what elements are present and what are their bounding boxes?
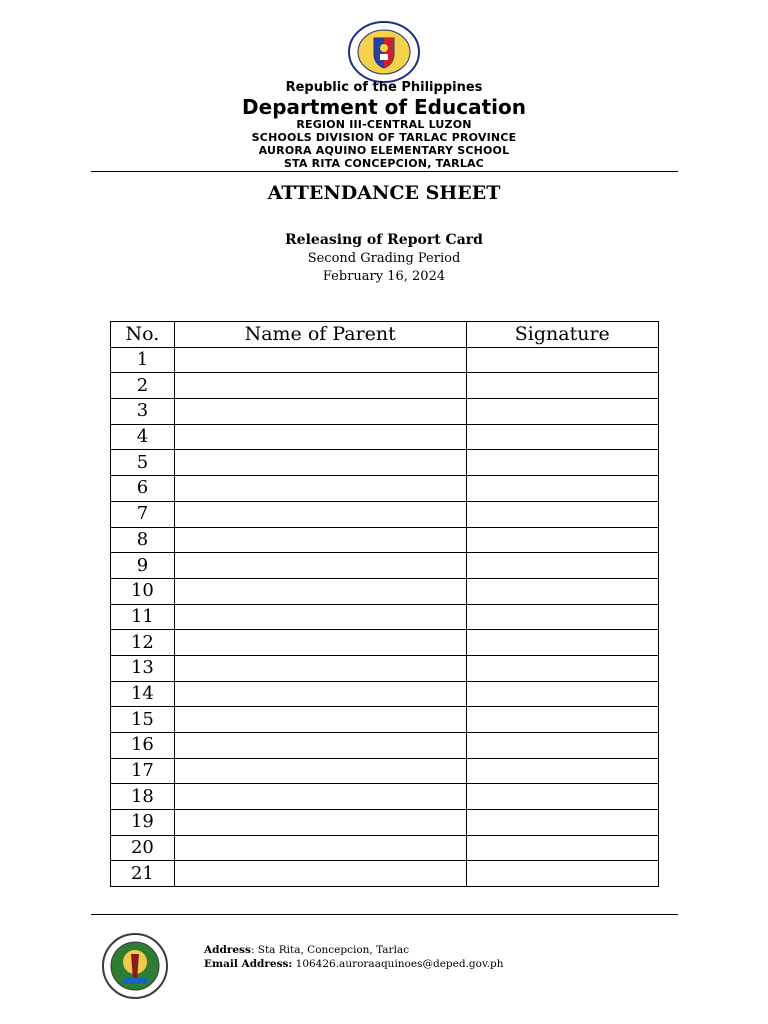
parent-name-cell[interactable]: [174, 758, 466, 784]
attendance-table: [110, 321, 659, 887]
row-number: 4: [111, 424, 175, 450]
row-number: 21: [111, 861, 175, 887]
parent-name-cell[interactable]: [174, 501, 466, 527]
table-row: [111, 681, 659, 707]
division-text: SCHOOLS DIVISION OF TARLAC PROVINCE: [251, 131, 517, 144]
row-number: 7: [111, 501, 175, 527]
signature-cell[interactable]: [466, 758, 658, 784]
deped-seal-icon: [346, 20, 422, 84]
signature-cell[interactable]: [466, 861, 658, 887]
parent-name-cell[interactable]: [174, 424, 466, 450]
row-number: 19: [111, 810, 175, 836]
region-text: REGION III-CENTRAL LUZON: [296, 118, 472, 131]
parent-name-cell[interactable]: [174, 681, 466, 707]
signature-cell[interactable]: [466, 501, 658, 527]
parent-name-cell[interactable]: [174, 835, 466, 861]
column-header-signature: Signature: [466, 322, 658, 348]
signature-cell[interactable]: [466, 835, 658, 861]
parent-name-cell[interactable]: [174, 861, 466, 887]
email-label: Email Address:: [204, 958, 293, 970]
signature-cell[interactable]: [466, 527, 658, 553]
table-row: [111, 424, 659, 450]
row-number: 5: [111, 450, 175, 476]
table-row: [111, 578, 659, 604]
signature-cell[interactable]: [466, 733, 658, 759]
parent-name-cell[interactable]: [174, 604, 466, 630]
address-label: Address: [204, 944, 251, 956]
footer-address: [204, 944, 409, 956]
row-number: 20: [111, 835, 175, 861]
table-row: [111, 373, 659, 399]
parent-name-cell[interactable]: [174, 476, 466, 502]
parent-name-cell[interactable]: [174, 733, 466, 759]
row-number: 18: [111, 784, 175, 810]
table-header-row: [111, 322, 659, 348]
header-divider: [91, 171, 678, 172]
signature-cell[interactable]: [466, 424, 658, 450]
row-number: 16: [111, 733, 175, 759]
row-number: 9: [111, 553, 175, 579]
row-number: 17: [111, 758, 175, 784]
page-title: ATTENDANCE SHEET: [267, 182, 501, 204]
school-location: STA RITA CONCEPCION, TARLAC: [283, 157, 485, 170]
table-row: [111, 655, 659, 681]
parent-name-cell[interactable]: [174, 655, 466, 681]
signature-cell[interactable]: [466, 630, 658, 656]
table-row: [111, 810, 659, 836]
table-row: [111, 527, 659, 553]
parent-name-cell[interactable]: [174, 784, 466, 810]
row-number: 10: [111, 578, 175, 604]
parent-name-cell[interactable]: [174, 707, 466, 733]
row-number: 11: [111, 604, 175, 630]
signature-cell[interactable]: [466, 553, 658, 579]
school-name: AURORA AQUINO ELEMENTARY SCHOOL: [258, 144, 510, 157]
table-row: [111, 501, 659, 527]
parent-name-cell[interactable]: [174, 399, 466, 425]
event-period: Second Grading Period: [307, 251, 461, 266]
table-row: [111, 553, 659, 579]
footer-email: [204, 958, 503, 970]
row-number: 15: [111, 707, 175, 733]
row-number: 14: [111, 681, 175, 707]
column-header-name: Name of Parent: [174, 322, 466, 348]
signature-cell[interactable]: [466, 784, 658, 810]
table-row: [111, 835, 659, 861]
parent-name-cell[interactable]: [174, 450, 466, 476]
parent-name-cell[interactable]: [174, 553, 466, 579]
signature-cell[interactable]: [466, 347, 658, 373]
row-number: 2: [111, 373, 175, 399]
signature-cell[interactable]: [466, 810, 658, 836]
parent-name-cell[interactable]: [174, 578, 466, 604]
table-row: [111, 707, 659, 733]
signature-cell[interactable]: [466, 655, 658, 681]
table-row: [111, 784, 659, 810]
signature-cell[interactable]: [466, 373, 658, 399]
table-row: [111, 758, 659, 784]
table-row: [111, 450, 659, 476]
signature-cell[interactable]: [466, 681, 658, 707]
table-row: [111, 630, 659, 656]
parent-name-cell[interactable]: [174, 810, 466, 836]
event-name: Releasing of Report Card: [285, 232, 483, 248]
table-row: [111, 347, 659, 373]
table-row: [111, 604, 659, 630]
signature-cell[interactable]: [466, 399, 658, 425]
column-header-no: No.: [111, 322, 175, 348]
row-number: 13: [111, 655, 175, 681]
department-title: Department of Education: [242, 95, 526, 119]
signature-cell[interactable]: [466, 578, 658, 604]
parent-name-cell[interactable]: [174, 373, 466, 399]
row-number: 8: [111, 527, 175, 553]
signature-cell[interactable]: [466, 450, 658, 476]
republic-text: Republic of the Philippines: [285, 80, 483, 95]
table-row: [111, 733, 659, 759]
table-row: [111, 476, 659, 502]
table-row: [111, 861, 659, 887]
table-row: [111, 399, 659, 425]
footer-divider: [91, 914, 678, 915]
signature-cell[interactable]: [466, 476, 658, 502]
parent-name-cell[interactable]: [174, 347, 466, 373]
row-number: 3: [111, 399, 175, 425]
address-value: : Sta Rita, Concepcion, Tarlac: [250, 944, 410, 956]
parent-name-cell[interactable]: [174, 527, 466, 553]
event-date: February 16, 2024: [322, 269, 446, 284]
row-number: 6: [111, 476, 175, 502]
row-number: 12: [111, 630, 175, 656]
school-logo-icon: [97, 932, 173, 1000]
email-value: 106426.auroraaquinoes@deped.gov.ph: [292, 958, 504, 970]
signature-cell[interactable]: [466, 707, 658, 733]
row-number: 1: [111, 347, 175, 373]
parent-name-cell[interactable]: [174, 630, 466, 656]
signature-cell[interactable]: [466, 604, 658, 630]
table-body: [111, 347, 659, 886]
